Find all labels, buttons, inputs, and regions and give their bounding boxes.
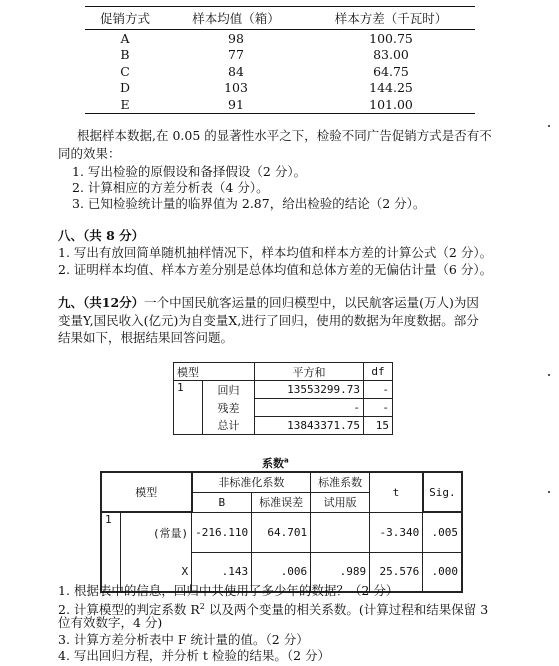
anova-df: - xyxy=(364,399,393,417)
q7-intro-line-1: 根据样本数据,在 0.05 的显著性水平之下，检验不同广告促销方式是否有不 xyxy=(77,128,492,143)
table-cell: B xyxy=(120,47,130,63)
coef-model-number: 1 xyxy=(101,512,121,592)
table-cell: 83.00 xyxy=(373,47,409,63)
scan-speck xyxy=(548,374,550,376)
table-cell: 84 xyxy=(228,63,244,79)
coefficients-table xyxy=(100,471,463,593)
anova-row-label: 回归 xyxy=(203,381,255,399)
q9-question-2-sup: 2 xyxy=(199,602,205,611)
coef-header-model: 模型 xyxy=(101,472,192,512)
q9-line-1-text: 一个中国民航客运量的回归模型中，以民航客运量(万人)为因 xyxy=(144,295,479,310)
coef-t: 25.576 xyxy=(370,552,423,592)
coef-b: -216.110 xyxy=(192,512,252,552)
anova-row-label: 残差 xyxy=(203,399,255,417)
table-cell: A xyxy=(120,30,130,46)
table-cell: 144.25 xyxy=(369,80,413,96)
coef-sig: .000 xyxy=(423,552,462,592)
anova-ss: 13843371.75 xyxy=(255,417,364,435)
col-header: 样本方差（千瓦时） xyxy=(307,7,475,30)
anova-df: - xyxy=(364,381,393,399)
coef-row-label: (常量) xyxy=(121,512,192,552)
q9-question-2-b: 以及两个变量的相关系数。(计算过程和结果保留 3 xyxy=(204,602,489,618)
q7-item-3: 3. 已知检验统计量的临界值为 2.87，给出检验的结论（2 分）。 xyxy=(72,196,426,211)
coef-caption xyxy=(262,455,289,471)
sample-stats-table xyxy=(85,6,475,114)
q9-line-2: 变量Y,国民收入(亿元)为自变量X,进行了回归，使用的数据为年度数据。部分 xyxy=(58,313,479,328)
q8-item-1: 1. 写出有放回简单随机抽样情况下，样本均值和样本方差的计算公式（2 分）。 xyxy=(58,245,493,260)
anova-df: 15 xyxy=(364,417,393,435)
coef-caption-sup: a xyxy=(284,456,289,465)
col-header: 促销方式 xyxy=(85,7,165,30)
scan-speck xyxy=(548,125,550,127)
q9-title: 九、（共12分） xyxy=(58,295,145,310)
anova-model-number: 1 xyxy=(174,381,203,435)
coef-header-std: 标准系数 xyxy=(311,472,370,492)
table-cell: E xyxy=(85,96,165,113)
coef-header-unstd: 非标准化系数 xyxy=(192,472,311,492)
q7-item-1: 1. 写出检验的原假设和备择假设（2 分）。 xyxy=(72,164,307,179)
q8-title: 八、（共 8 分） xyxy=(58,228,145,243)
table-cell: 77 xyxy=(228,47,244,63)
table-cell: 91 xyxy=(165,96,307,113)
q9-question-2-a: 2. 计算模型的判定系数 R xyxy=(58,602,200,618)
anova-table xyxy=(173,362,393,435)
table-cell: C xyxy=(120,63,130,79)
anova-ss: - xyxy=(255,399,364,417)
coef-t: -3.340 xyxy=(370,512,423,552)
coef-header-b: B xyxy=(192,492,252,512)
scan-speck xyxy=(548,491,550,493)
table-cell: 103 xyxy=(224,80,248,96)
coef-header-t: t xyxy=(370,472,423,512)
q9-question-4: 4. 写出回归方程，并分析 t 检验的结果。（2 分） xyxy=(58,648,331,663)
anova-header-df: df xyxy=(364,363,393,381)
table-row xyxy=(85,96,475,113)
coef-header-beta: 试用版 xyxy=(311,492,370,512)
anova-row-label: 总计 xyxy=(203,417,255,435)
q9-question-3: 3. 计算方差分析表中 F 统计量的值。（2 分） xyxy=(58,632,309,647)
q7-intro-line-2: 同的效果： xyxy=(58,146,121,161)
q9-line-1 xyxy=(58,295,479,311)
q9-question-2-cont: 位有效数字，4 分) xyxy=(58,615,163,630)
table-row xyxy=(85,63,475,80)
anova-header-ss: 平方和 xyxy=(255,363,364,381)
table-cell: 98 xyxy=(228,30,244,46)
table-row xyxy=(85,80,475,97)
coef-sig: .005 xyxy=(423,512,462,552)
table-row xyxy=(85,47,475,64)
q9-question-1: 1. 根据表中的信息，回归中共使用了多少年的数据？（2 分） xyxy=(58,583,399,598)
anova-ss: 13553299.73 xyxy=(255,381,364,399)
table-cell: D xyxy=(119,80,131,96)
coef-header-se: 标准误差 xyxy=(252,492,311,512)
q8-item-2: 2. 证明样本均值、样本方差分别是总体均值和总体方差的无偏估计量（6 分）。 xyxy=(58,262,493,277)
table-cell: 101.00 xyxy=(307,96,475,113)
q7-item-2: 2. 计算相应的方差分析表（4 分）。 xyxy=(72,180,269,195)
coef-beta: .989 xyxy=(311,552,370,592)
coef-row-label: X xyxy=(121,552,192,592)
coef-beta xyxy=(311,512,370,552)
coef-se: .006 xyxy=(252,552,311,592)
table-cell: 100.75 xyxy=(369,30,413,46)
table-cell: 64.75 xyxy=(373,63,409,79)
col-header: 样本均值（箱） xyxy=(165,7,307,30)
q9-line-3: 结果如下，根据结果回答问题。 xyxy=(58,330,234,345)
table-row xyxy=(85,30,475,47)
coef-b: .143 xyxy=(192,552,252,592)
anova-header-model: 模型 xyxy=(174,363,255,381)
coef-caption-text: 系数 xyxy=(262,457,284,470)
coef-header-sig: Sig. xyxy=(423,472,462,512)
coef-se: 64.701 xyxy=(252,512,311,552)
